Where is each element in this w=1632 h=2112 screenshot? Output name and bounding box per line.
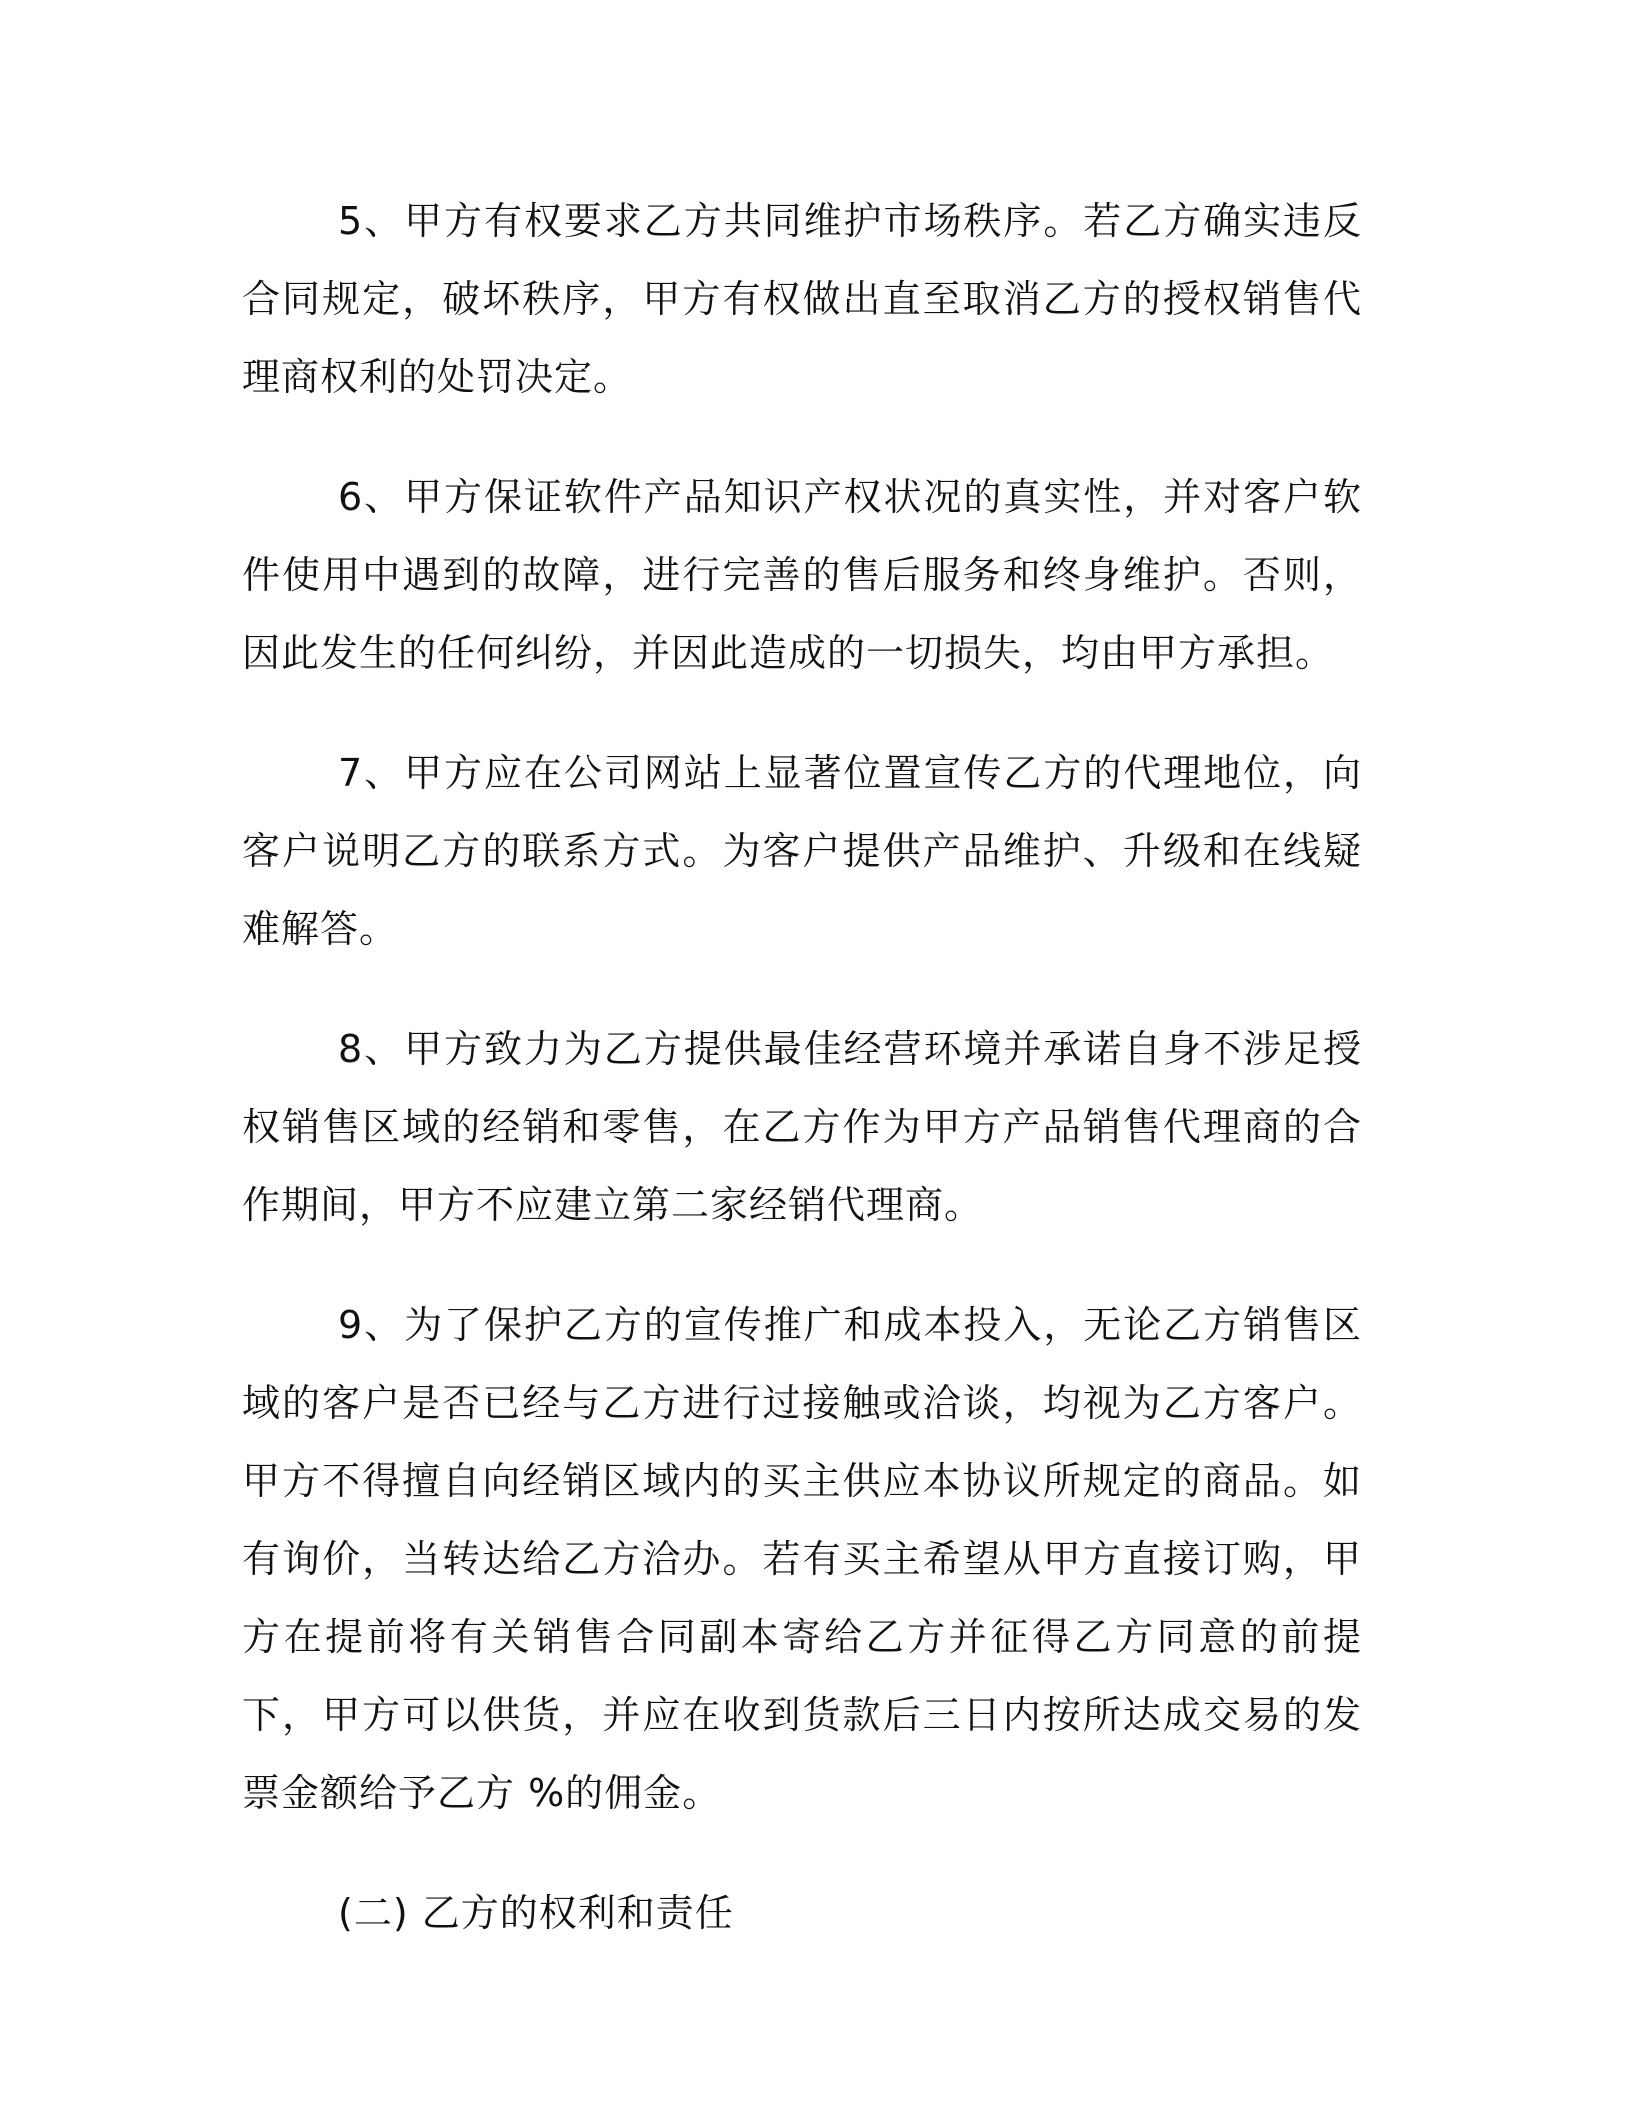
section-heading: (二) 乙方的权利和责任 bbox=[338, 1891, 734, 1935]
clause-7-paragraph: 7、甲方应在公司网站上显著位置宣传乙方的代理地位，向客户说明乙方的联系方式。为客户提供产品维护、升级和在线疑难解答。 bbox=[242, 751, 1362, 951]
clause-5-paragraph: 5、甲方有权要求乙方共同维护市场秩序。若乙方确实违反合同规定，破坏秩序，甲方有权做出直至取消乙方的授权销售代理商权利的处罚决定。 bbox=[242, 199, 1362, 399]
document-page bbox=[242, 182, 1362, 1952]
clause-6-paragraph: 6、甲方保证软件产品知识产权状况的真实性，并对客户软件使用中遇到的故障，进行完善的售后服务和终身维护。否则，因此发生的任何纠纷，并因此造成的一切损失，均由甲方承担。 bbox=[242, 475, 1362, 675]
clause-8-paragraph: 8、甲方致力为乙方提供最佳经营环境并承诺自身不涉足授权销售区域的经销和零售，在乙方作为甲方产品销售代理商的合作期间，甲方不应建立第二家经销代理商。 bbox=[242, 1027, 1362, 1227]
clause-9-paragraph: 9、为了保护乙方的宣传推广和成本投入，无论乙方销售区域的客户是否已经与乙方进行过接触或洽谈，均视为乙方客户。甲方不得擅自向经销区域内的买主供应本协议所规定的商品。如有询价，当转达给乙方洽办。若有买主希望从甲方直接订购，甲方在提前将有关销售合同副本寄给乙方并征得乙方同意的前提下，甲方可以供货，并应在收到货款后三日内按所达成交易的发票金额给予乙方 %的佣金。 bbox=[242, 1303, 1362, 1815]
